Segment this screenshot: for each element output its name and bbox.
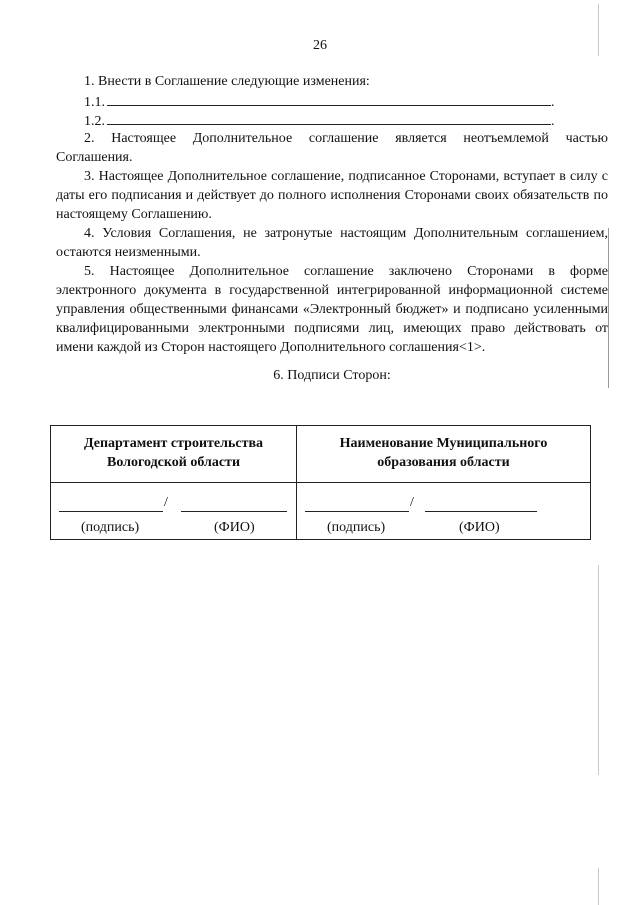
- scan-artifact-line: [598, 565, 599, 775]
- scan-artifact-line: [598, 4, 599, 56]
- left-party-header: Департамент строительства Вологодской области: [83, 436, 264, 470]
- right-slash: /: [410, 495, 414, 510]
- right-signature-cell: [297, 483, 591, 540]
- scan-artifact-line: [598, 868, 599, 905]
- left-slash: /: [164, 495, 168, 510]
- right-party-header: Наименование Муниципального образования области: [339, 436, 548, 470]
- right-name-caption: (ФИО): [459, 520, 500, 535]
- page-number: 26: [313, 38, 327, 53]
- left-name-line: [181, 499, 287, 512]
- right-signature-line: [305, 499, 409, 512]
- item-3: 3. Настоящее Дополнительное соглашение, подписанное Сторонами, вступает в силу с даты его подписания и действует до полного исполнения Сторонами своих обязательств по настоящему Соглашению.: [56, 169, 608, 222]
- item-1-1: 1.1. .: [56, 91, 608, 110]
- item-1-2-label: 1.2.: [84, 114, 105, 129]
- item-1-2-blank-line: [107, 110, 551, 125]
- item-1-1-label: 1.1.: [84, 95, 105, 110]
- right-sign-caption: (подпись): [327, 520, 386, 535]
- item-1: 1. Внести в Соглашение следующие изменения:: [84, 74, 370, 89]
- item-2: 2. Настоящее Дополнительное соглашение является неотъемлемой частью Соглашения.: [56, 131, 608, 165]
- signatures-title: 6. Подписи Сторон:: [273, 368, 391, 383]
- document-body: [56, 72, 608, 385]
- item-1-2: 1.2. .: [56, 110, 608, 129]
- left-signature-line: [59, 499, 163, 512]
- scan-artifact-line: [608, 228, 609, 388]
- left-sign-caption: (подпись): [81, 520, 140, 535]
- left-name-caption: (ФИО): [214, 520, 255, 535]
- item-4: 4. Условия Соглашения, не затронутые настоящим Дополнительным соглашением, остаются неизменными.: [56, 226, 608, 260]
- left-signature-cell: [51, 483, 297, 540]
- item-1-1-blank-line: [107, 91, 551, 106]
- right-name-line: [425, 499, 537, 512]
- signatures-table: [50, 425, 591, 540]
- item-5: 5. Настоящее Дополнительное соглашение заключено Сторонами в форме электронного документа в государственной интегрированной информационной системе управления общественными финансами «Электронный бюджет» и подписано усиленными квалифицированными электронными подписями лиц, имеющих право действовать от имени каждой из Сторон настоящего Дополнительного соглашения<1>.: [56, 264, 608, 355]
